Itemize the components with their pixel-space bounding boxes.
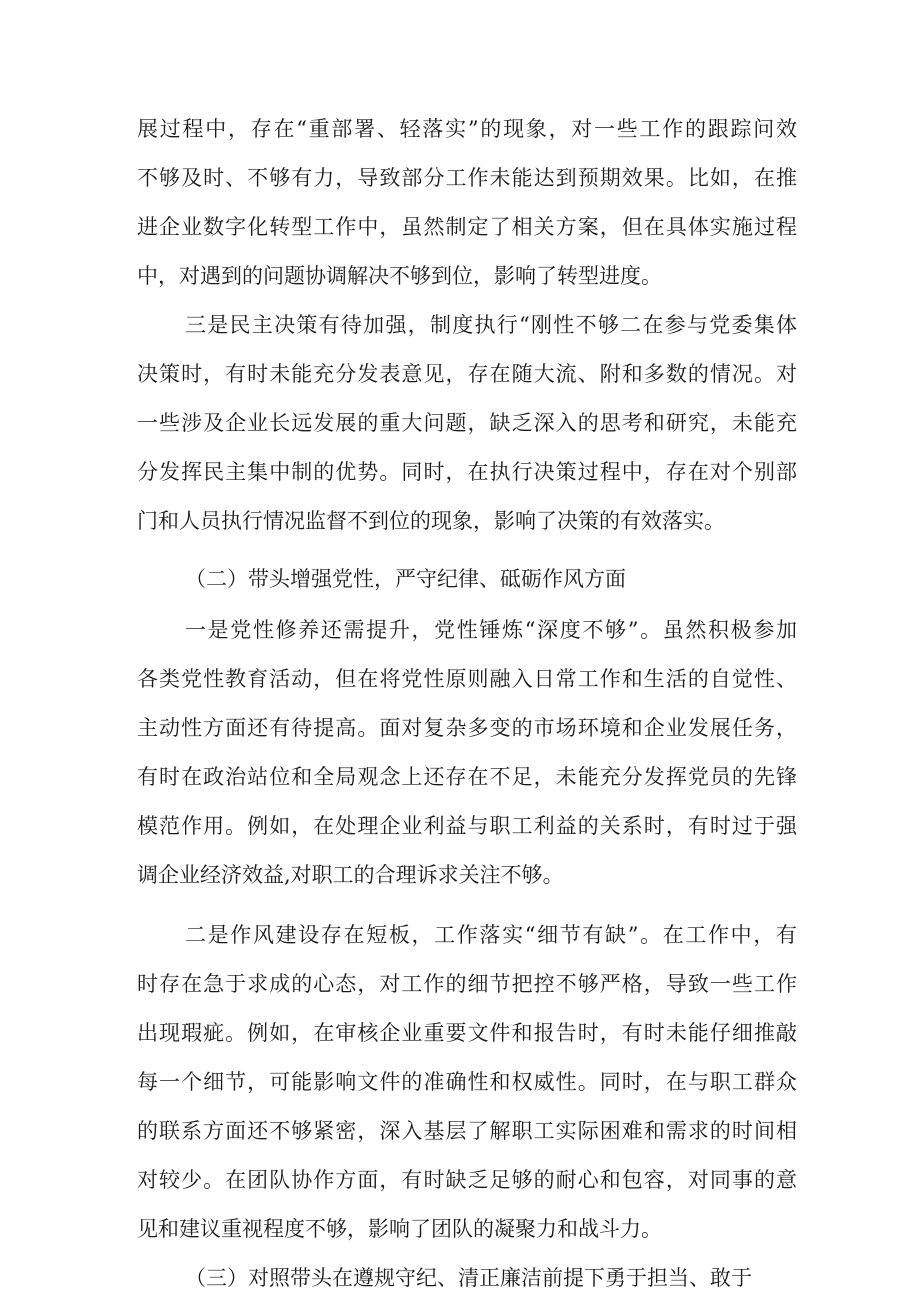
paragraph-line: 主动性方面还有待提高。面对复杂多变的市场环境和企业发展任务，	[137, 716, 797, 740]
paragraph-line: 二是作风建设存在短板，工作落实“细节有缺”。在工作中，有	[185, 923, 797, 947]
paragraph-line: 门和人员执行情况监督不到位的现象，影响了决策的有效落实。	[137, 509, 725, 533]
section-heading: （三）对照带头在遵规守纪、清正廉洁前提下勇于担当、敢于	[185, 1266, 752, 1290]
paragraph-line: 有时在政治站位和全局观念上还存在不足，未能充分发挥党员的先锋	[137, 765, 797, 789]
paragraph-line: 三是民主决策有待加强，制度执行“刚性不够二在参与党委集体	[185, 313, 797, 337]
paragraph-line: 一是党性修养还需提升，党性锤炼“深度不够”。虽然积极参加	[185, 618, 797, 642]
paragraph-line: 调企业经济效益,对职工的合理诉求关注不够。	[137, 863, 564, 887]
paragraph-line: 决策时，有时未能充分发表意见，存在随大流、附和多数的情况。对	[137, 362, 797, 386]
section-heading: （二）带头增强党性，严守纪律、砥砺作风方面	[185, 567, 626, 591]
paragraph-line: 一些涉及企业长远发展的重大问题，缺乏深入的思考和研究，未能充	[137, 411, 797, 435]
paragraph-line: 不够及时、不够有力，导致部分工作未能达到预期效果。比如，在推	[137, 166, 797, 190]
paragraph-line: 模范作用。例如，在处理企业利益与职工利益的关系时，有时过于强	[137, 814, 797, 838]
paragraph-line: 中，对遇到的问题协调解决不够到位，影响了转型进度。	[137, 264, 662, 288]
paragraph-line: 的联系方面还不够紧密，深入基层了解职工实际困难和需求的时间相	[137, 1119, 797, 1143]
paragraph-line: 展过程中，存在“重部署、轻落实”的现象，对一些工作的跟踪问效	[137, 117, 797, 141]
paragraph-line: 对较少。在团队协作方面，有时缺乏足够的耐心和包容，对同事的意	[137, 1168, 797, 1192]
paragraph-line: 各类党性教育活动，但在将党性原则融入日常工作和生活的自觉性、	[137, 667, 797, 691]
paragraph-line: 时存在急于求成的心态，对工作的细节把控不够严格，导致一些工作	[137, 972, 797, 996]
paragraph-line: 每一个细节，可能影响文件的准确性和权威性。同时，在与职工群众	[137, 1070, 797, 1094]
paragraph-line: 分发挥民主集中制的优势。同时，在执行决策过程中，存在对个别部	[137, 460, 797, 484]
paragraph-line: 进企业数字化转型工作中，虽然制定了相关方案，但在具体实施过程	[137, 215, 797, 239]
paragraph-line: 出现瑕疵。例如，在审核企业重要文件和报告时，有时未能仔细推敲	[137, 1021, 797, 1045]
paragraph-line: 见和建议重视程度不够，影响了团队的凝聚力和战斗力。	[137, 1217, 662, 1241]
